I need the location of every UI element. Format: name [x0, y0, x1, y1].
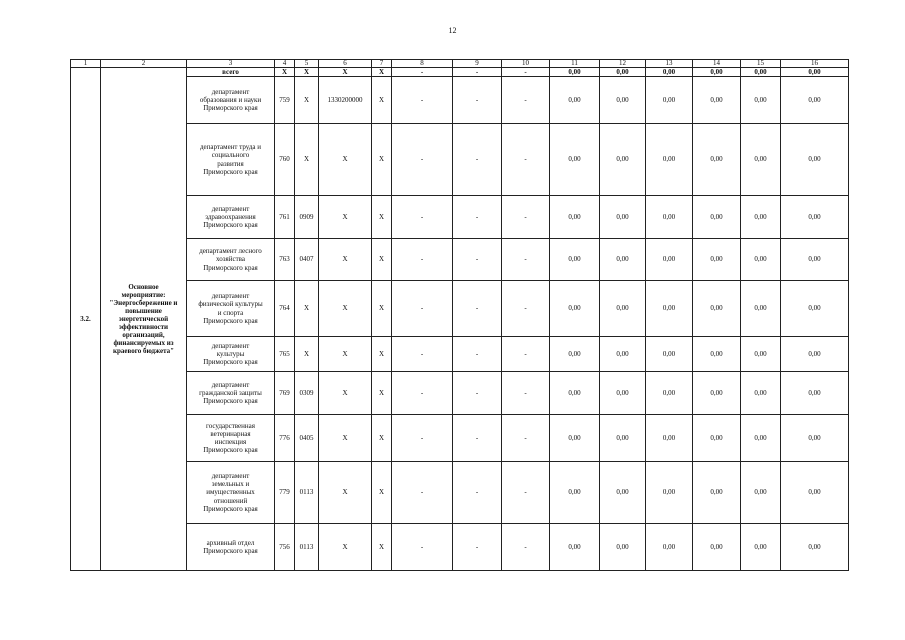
table-cell: -: [502, 281, 550, 337]
table-cell: Х: [372, 524, 392, 571]
table-cell: -: [453, 281, 502, 337]
table-cell: 0,00: [693, 462, 741, 524]
table-cell: Х: [295, 337, 319, 372]
department-name-line: земельных и: [211, 480, 250, 489]
table-cell: 756: [275, 524, 295, 571]
table-cell: 765: [275, 337, 295, 372]
table-cell: 0,00: [600, 372, 646, 415]
department-name-line: ветеринарная: [210, 429, 251, 438]
department-name-line: Приморского края: [203, 104, 258, 113]
table-cell: 761: [275, 196, 295, 239]
table-cell: 0,00: [600, 462, 646, 524]
table-cell: Х: [372, 124, 392, 196]
table-cell: Х: [319, 124, 372, 196]
department-name-line: Приморского края: [203, 316, 258, 325]
table-cell: 0405: [295, 415, 319, 462]
table-cell: Х: [295, 124, 319, 196]
table-row: [71, 524, 849, 571]
table-cell: 0,00: [693, 372, 741, 415]
table-cell: Х: [372, 372, 392, 415]
table-cell: 0,00: [693, 77, 741, 124]
table-cell: 0,00: [693, 281, 741, 337]
department-name-line: Приморского края: [203, 167, 258, 176]
total-cell: 0,00: [693, 68, 741, 77]
table-cell: 0,00: [693, 239, 741, 281]
section-title-line: организаций,: [122, 331, 165, 339]
table-cell: 769: [275, 372, 295, 415]
column-number: 8: [392, 60, 453, 68]
table-row: [71, 372, 849, 415]
table-cell: 0113: [295, 524, 319, 571]
table-cell: -: [392, 124, 453, 196]
department-name-line: Приморского края: [203, 358, 258, 367]
table-cell: 0,00: [600, 124, 646, 196]
column-number: 16: [781, 60, 849, 68]
table-cell: Х: [319, 337, 372, 372]
department-name-line: департамент: [211, 204, 250, 213]
table-cell: 0,00: [693, 124, 741, 196]
section-title: [101, 68, 187, 571]
total-cell: 0,00: [781, 68, 849, 77]
table-cell: 0,00: [741, 415, 781, 462]
table-cell: -: [453, 239, 502, 281]
table-row: [71, 196, 849, 239]
column-number: 4: [275, 60, 295, 68]
department-name: [187, 415, 275, 462]
total-cell: -: [502, 68, 550, 77]
table-row: [71, 462, 849, 524]
section-title-line: финансируемых из: [113, 339, 174, 347]
table-cell: Х: [319, 281, 372, 337]
table-cell: 0,00: [550, 239, 600, 281]
column-number: 9: [453, 60, 502, 68]
department-name: [187, 462, 275, 524]
table-cell: Х: [319, 196, 372, 239]
table-cell: 0,00: [550, 77, 600, 124]
table-cell: 0,00: [646, 239, 693, 281]
table-cell: 0,00: [646, 524, 693, 571]
table-row: [71, 337, 849, 372]
total-cell: 0,00: [741, 68, 781, 77]
table-cell: Х: [319, 415, 372, 462]
column-number: 7: [372, 60, 392, 68]
department-name-line: хозяйства: [216, 255, 245, 264]
department-name-line: инспекция: [214, 438, 247, 446]
department-name: [187, 196, 275, 239]
column-number-row: [71, 60, 849, 68]
table-cell: 0,00: [550, 281, 600, 337]
table-cell: 0,00: [550, 337, 600, 372]
table-cell: 0,00: [693, 415, 741, 462]
table-row: [71, 281, 849, 337]
table-cell: Х: [372, 415, 392, 462]
table-cell: 1330200000: [319, 77, 372, 124]
table-cell: 0,00: [550, 462, 600, 524]
column-number: 5: [295, 60, 319, 68]
table-cell: 0,00: [600, 415, 646, 462]
table-cell: 0,00: [781, 462, 849, 524]
department-name-line: имущественных: [206, 488, 255, 497]
table-cell: 0,00: [741, 77, 781, 124]
table-cell: -: [502, 77, 550, 124]
table-cell: -: [392, 337, 453, 372]
column-number: 1: [71, 60, 101, 68]
table-cell: 0,00: [646, 337, 693, 372]
table-cell: 0909: [295, 196, 319, 239]
department-name-line: департамент: [211, 292, 250, 301]
table-cell: 0,00: [646, 462, 693, 524]
department-name-line: и спорта: [217, 308, 244, 317]
table-cell: -: [502, 239, 550, 281]
department-name: [187, 524, 275, 571]
table-cell: 0,00: [741, 196, 781, 239]
table-cell: 0,00: [741, 124, 781, 196]
table-cell: -: [453, 462, 502, 524]
table-cell: 0,00: [693, 196, 741, 239]
table-cell: 0,00: [781, 239, 849, 281]
department-name-line: социального: [211, 151, 250, 160]
table-cell: 0,00: [600, 196, 646, 239]
total-cell: 0,00: [646, 68, 693, 77]
section-title-line: мероприятие:: [121, 291, 166, 299]
table-cell: 0,00: [550, 372, 600, 415]
table-cell: 779: [275, 462, 295, 524]
table-cell: -: [453, 196, 502, 239]
table-cell: -: [453, 337, 502, 372]
total-row: [71, 68, 849, 77]
table-cell: 0,00: [600, 281, 646, 337]
table-cell: 0407: [295, 239, 319, 281]
table-cell: Х: [372, 281, 392, 337]
section-code: 3.2.: [71, 68, 101, 571]
table-cell: 0,00: [600, 337, 646, 372]
table-cell: Х: [295, 77, 319, 124]
column-number: 2: [101, 60, 187, 68]
table-cell: 0,00: [600, 77, 646, 124]
department-name-line: культуры: [216, 349, 245, 358]
table-cell: -: [502, 415, 550, 462]
department-name-line: Приморского края: [203, 446, 258, 455]
table-row: [71, 415, 849, 462]
total-cell: Х: [319, 68, 372, 77]
section-title-line: "Энергосбережение и: [109, 299, 178, 307]
table-cell: 0,00: [781, 196, 849, 239]
table-cell: -: [392, 524, 453, 571]
department-name: [187, 77, 275, 124]
table-cell: 0,00: [781, 281, 849, 337]
section-title-line: краевого бюджета": [112, 347, 174, 355]
column-number: 10: [502, 60, 550, 68]
total-cell: Х: [295, 68, 319, 77]
table-cell: 0,00: [741, 372, 781, 415]
table-cell: -: [392, 415, 453, 462]
table-cell: Х: [319, 462, 372, 524]
department-name-line: физической культуры: [198, 300, 263, 309]
department-name-line: департамент: [211, 341, 250, 350]
table-cell: -: [392, 462, 453, 524]
department-name-line: департамент: [211, 472, 250, 481]
table-cell: -: [502, 524, 550, 571]
table-cell: Х: [295, 281, 319, 337]
department-name-line: Приморского края: [203, 221, 258, 230]
department-name-line: развития: [217, 159, 244, 168]
total-cell: всего: [187, 68, 275, 77]
department-name-line: департамент лесного: [199, 247, 262, 256]
table-cell: -: [392, 196, 453, 239]
table-cell: 763: [275, 239, 295, 281]
section-title-line: эффективности: [118, 323, 169, 331]
column-number: 15: [741, 60, 781, 68]
table-cell: -: [392, 77, 453, 124]
table-row: [71, 239, 849, 281]
table-cell: -: [502, 196, 550, 239]
section-title-line: Основное: [128, 283, 159, 291]
table-cell: 0113: [295, 462, 319, 524]
table-cell: 0,00: [646, 196, 693, 239]
table-cell: 0,00: [550, 415, 600, 462]
table-cell: 0,00: [550, 196, 600, 239]
total-cell: Х: [275, 68, 295, 77]
table-cell: 0,00: [600, 239, 646, 281]
table-cell: 0,00: [741, 239, 781, 281]
table-cell: Х: [319, 372, 372, 415]
table-cell: 0,00: [646, 124, 693, 196]
table-cell: -: [502, 372, 550, 415]
column-number: 3: [187, 60, 275, 68]
table-cell: 0,00: [781, 124, 849, 196]
column-number: 12: [600, 60, 646, 68]
table-cell: -: [502, 337, 550, 372]
page-number: 12: [448, 26, 457, 35]
table-cell: 0,00: [741, 524, 781, 571]
department-name-line: Приморского края: [203, 263, 258, 272]
department-name-line: государственная: [206, 421, 255, 430]
table-cell: 0,00: [550, 524, 600, 571]
total-cell: 0,00: [600, 68, 646, 77]
total-cell: -: [453, 68, 502, 77]
table-cell: -: [453, 124, 502, 196]
table-cell: 776: [275, 415, 295, 462]
table-cell: 0,00: [781, 415, 849, 462]
department-name-line: департамент: [211, 87, 250, 96]
table-cell: Х: [319, 239, 372, 281]
table-cell: 0,00: [741, 281, 781, 337]
table-cell: 0,00: [741, 337, 781, 372]
table-cell: -: [392, 239, 453, 281]
table-cell: -: [392, 281, 453, 337]
table-cell: 0,00: [781, 337, 849, 372]
department-name-line: здравоохранения: [205, 212, 256, 221]
table-cell: 760: [275, 124, 295, 196]
table-row: [71, 124, 849, 196]
table-cell: 0,00: [646, 372, 693, 415]
table-cell: 764: [275, 281, 295, 337]
column-number: 6: [319, 60, 372, 68]
total-cell: -: [392, 68, 453, 77]
table-cell: 0,00: [781, 77, 849, 124]
department-name-line: отношений: [213, 496, 248, 505]
total-cell: Х: [372, 68, 392, 77]
table-cell: 0,00: [693, 524, 741, 571]
table-cell: 0,00: [646, 415, 693, 462]
table-cell: -: [453, 77, 502, 124]
department-name-line: образования и науки: [199, 95, 262, 104]
table-cell: 0,00: [693, 337, 741, 372]
section-title-line: повышение: [125, 307, 162, 315]
table-cell: 0,00: [646, 77, 693, 124]
table-cell: Х: [372, 196, 392, 239]
budget-table: [70, 59, 849, 571]
table-cell: 759: [275, 77, 295, 124]
table-cell: 0,00: [600, 524, 646, 571]
department-name-line: Приморского края: [203, 504, 258, 513]
table-cell: -: [453, 524, 502, 571]
table-cell: 0,00: [646, 281, 693, 337]
table-cell: Х: [372, 462, 392, 524]
department-name-line: гражданской защиты: [199, 388, 262, 397]
table-cell: -: [453, 415, 502, 462]
department-name-line: Приморского края: [203, 547, 258, 555]
department-name: [187, 239, 275, 281]
total-cell: 0,00: [550, 68, 600, 77]
department-name-line: Приморского края: [203, 397, 258, 406]
section-title-line: энергетической: [118, 315, 169, 323]
department-name: [187, 281, 275, 337]
table-cell: 0,00: [741, 462, 781, 524]
column-number: 14: [693, 60, 741, 68]
table-cell: Х: [372, 77, 392, 124]
department-name-line: департамент труда и: [199, 143, 262, 152]
table-cell: Х: [372, 337, 392, 372]
department-name: [187, 124, 275, 196]
department-name: [187, 337, 275, 372]
column-number: 11: [550, 60, 600, 68]
table-cell: 0,00: [781, 372, 849, 415]
table-cell: Х: [319, 524, 372, 571]
table-cell: Х: [372, 239, 392, 281]
table-row: [71, 77, 849, 124]
table-cell: -: [502, 124, 550, 196]
column-number: 13: [646, 60, 693, 68]
department-name-line: архивный отдел: [206, 538, 255, 547]
table-cell: -: [453, 372, 502, 415]
table-cell: -: [392, 372, 453, 415]
table-cell: 0309: [295, 372, 319, 415]
department-name: [187, 372, 275, 415]
table-cell: 0,00: [781, 524, 849, 571]
department-name-line: департамент: [211, 380, 250, 389]
table-cell: -: [502, 462, 550, 524]
table-cell: 0,00: [550, 124, 600, 196]
